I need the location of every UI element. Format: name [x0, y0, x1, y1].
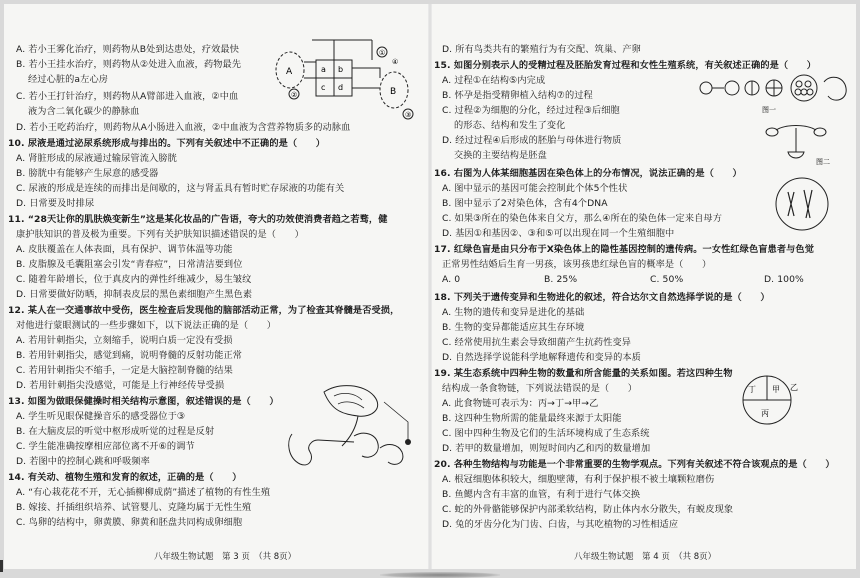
q11-option-c: C. 随着年龄增长，位于真皮内的弹性纤维减少，易生皱纹 — [16, 274, 252, 285]
exam-sheet — [4, 4, 856, 569]
fig-label-b: b — [338, 65, 344, 74]
q16-option-b: B. 图中显示了2对染色体，含有4个DNA — [442, 198, 608, 209]
q18-option-c: C. 经常使用抗生素会导致细菌产生抗药性变异 — [442, 337, 632, 348]
fertilization-diagram — [696, 70, 856, 166]
fig-label-fig1: 图一 — [762, 106, 776, 114]
q20-option-d: D. 兔的牙齿分化为门齿、臼齿，与其吃植物的习性相适应 — [442, 519, 679, 530]
q18-option-a: A. 生物的遗传和变异是进化的基础 — [442, 307, 585, 318]
q12-stem: 12. 某人在一交通事故中受伤，医生检查后发现他的脑部活动正常，为了检查其脊髓是否受损， — [8, 305, 400, 316]
q10-option-c: C. 尿液的形成是连续的而排出是间歇的，这与肾盂具有暂时贮存尿液的功能有关 — [16, 183, 345, 194]
q13-stem: 13. 如图为做眼保健操时相关结构示意图，叙述错误的是（ ） — [8, 396, 279, 407]
page-3 — [4, 4, 426, 569]
fig-label-ding: 丁 — [748, 385, 756, 394]
q15-option-c-cont: 的形态、结构和发生了变化 — [454, 120, 566, 131]
q17-option-c: C. 50% — [650, 274, 684, 285]
q15-option-c: C. 过程②为细胞的分化，经过过程③后细胞 — [442, 105, 620, 116]
q18-option-b: B. 生物的变异都能适应其生存环境 — [442, 322, 585, 333]
q11-stem-cont: 康护肤知识的普及极为重要。下列有关护肤知识描述错误的是（ ） — [16, 229, 304, 240]
q14-option-c: C. 鸟卵的结构中，卵黄膜、卵黄和胚盘共同构成卵细胞 — [16, 517, 243, 528]
energy-pie-diagram — [734, 372, 800, 432]
ear-brain-diagram — [284, 382, 416, 472]
q19-stem-cont: 结构成一条食物链，下列说法错误的是（ ） — [442, 383, 638, 394]
fig-label-yi: 乙 — [790, 383, 798, 392]
page-4 — [434, 4, 856, 569]
q12-stem-cont: 对他进行蒙眼测试的一些步骤如下，以下说法正确的是（ ） — [16, 320, 277, 331]
q15-option-a: A. 过程①在结构⑤内完成 — [442, 75, 546, 86]
q15-stem: 15. 如图分别表示人的受精过程及胚胎发育过程和女性生殖系统，有关叙述正确的是（ ） — [434, 60, 817, 71]
q9-option-c: C. 若小王打针治疗，则药物从A臂部进入血液，②中血 — [16, 91, 239, 102]
q12-option-c: C. 若用针刺指尖不缩手，一定是大脑控制脊髓的结果 — [16, 365, 233, 376]
q17-option-b: B. 25% — [544, 274, 578, 285]
q10-option-b: B. 膀胱中有能够产生尿意的感受器 — [16, 168, 159, 179]
q12-option-d: D. 若用针刺指尖没感觉，可能是上行神经传导受损 — [16, 380, 225, 391]
q9-option-b: B. 若小王挂水治疗，则药物从②处进入血液，药物最先 — [16, 59, 242, 70]
q20-stem: 20. 各种生物结构与功能是一个非常重要的生物学观点。下列有关叙述不符合该观点的是（ ） — [434, 459, 835, 470]
q11-stem: 11. “28天让你的肌肤焕变新生”这是某化妆品的广告语，夸大的功效使消费者趋之若骛，健 — [8, 214, 388, 225]
q14-option-d: D. 所有鸟类共有的繁殖行为有交配、筑巢、产卵 — [442, 44, 641, 55]
q15-option-b: B. 怀孕是指受精卵植入结构⑦的过程 — [442, 90, 593, 101]
q15-option-d-cont: 交换的主要结构是胚盘 — [454, 150, 547, 161]
circulation-diagram — [272, 38, 420, 122]
q20-option-a: A. 根冠细胞体积较大，细胞壁薄，有利于保护根不被土壤颗粒磨伤 — [442, 474, 715, 485]
q13-option-d: D. 若图中的控制心跳和呼吸频率 — [16, 456, 150, 467]
fig-label-b-cap: B — [390, 87, 397, 97]
q17-stem-cont: 正常男性结婚后生育一男孩，该男孩患红绿色盲的概率是（ ） — [442, 259, 712, 270]
q18-option-d: D. 自然选择学说能科学地解释遗传和变异的本质 — [442, 352, 641, 363]
q19-option-d: D. 若甲的数量增加，则短时间内乙和丙的数量增加 — [442, 443, 651, 454]
fig-label-jia: 甲 — [772, 385, 780, 394]
scan-margin-mark — [0, 560, 3, 572]
scan-smudge — [380, 572, 500, 578]
q19-stem: 19. 某生态系统中四种生物的数量和所含能量的关系如图。若这四种生物 — [434, 368, 733, 379]
q17-stem: 17. 红绿色盲是由只分布于X染色体上的隐性基因控制的遗传病。一女性红绿色盲患者与色觉 — [434, 244, 814, 255]
fig-label-2: ② — [291, 91, 298, 99]
footer-page-4: 八年级生物试题 第 4 页 （共 8页） — [574, 552, 717, 562]
chromosome-diagram — [774, 176, 830, 232]
fig-label-3: ③ — [405, 111, 412, 119]
q11-option-b: B. 皮脂腺及毛囊阻塞会引发“青春痘”，日常清洁要到位 — [16, 259, 243, 270]
q9-option-d: D. 若小王吃药治疗，则药物从A小肠进入血液，②中血液为含营养物质多的动脉血 — [16, 122, 351, 133]
q9-option-b-cont: 经过心脏的a左心房 — [28, 74, 109, 85]
q9-option-a: A. 若小王雾化治疗，则药物从B处到达患处，疗效最快 — [16, 44, 239, 55]
q17-option-d: D. 100% — [764, 274, 804, 285]
q16-option-c: C. 如果③所在的染色体来自父方，那么④所在的染色体一定来自母方 — [442, 213, 722, 224]
q15-option-d: D. 经过过程④后形成的胚胎与母体进行物质 — [442, 135, 622, 146]
q19-option-c: C. 图中四种生物及它们的生活环境构成了生态系统 — [442, 428, 650, 439]
q20-option-c: C. 蛇的外骨骼能够保护内部柔软结构，防止体内水分散失，有蜕皮现象 — [442, 504, 734, 515]
fig-label-bing: 丙 — [761, 409, 769, 418]
fig-label-fig2: 图二 — [816, 158, 830, 166]
q14-option-a: A. “有心栽花花不开，无心插柳柳成荫”描述了植物的有性生殖 — [16, 487, 271, 498]
q17-option-a: A. 0 — [442, 274, 461, 285]
fig-label-4: ④ — [392, 58, 399, 66]
q12-option-b: B. 若用针刺指尖，感觉到痛，说明脊髓的反射功能正常 — [16, 350, 243, 361]
q13-option-b: B. 在大脑皮层的听觉中枢形成听觉的过程是反射 — [16, 426, 215, 437]
q14-stem: 14. 有关动、植物生殖和发育的叙述，正确的是（ ） — [8, 472, 242, 483]
fig-label-c: c — [321, 83, 326, 92]
q19-option-a: A. 此食物链可表示为：丙→丁→甲→乙 — [442, 398, 599, 409]
q14-option-b: B. 嫁接、扦插组织培养、试管婴儿、克隆均属于无性生殖 — [16, 502, 252, 513]
page-fold — [428, 4, 432, 569]
fig-label-a-cap: A — [286, 67, 293, 77]
q13-option-c: C. 学生能准确按摩相应部位离不开⑥的调节 — [16, 441, 195, 452]
q11-option-d: D. 日常要做好防晒，抑制表皮层的黑色素细胞产生黑色素 — [16, 289, 253, 300]
q16-stem: 16. 右图为人体某细胞基因在染色体上的分布情况，说法正确的是（ ） — [434, 168, 742, 179]
fig-label-d: d — [338, 83, 344, 92]
q11-option-a: A. 皮肤覆盖在人体表面，具有保护、调节体温等功能 — [16, 244, 233, 255]
q16-option-a: A. 图中显示的基因可能会控制此个体5个性状 — [442, 183, 628, 194]
q10-stem: 10. 尿液是通过泌尿系统形成与排出的。下列有关叙述中不正确的是（ ） — [8, 138, 326, 149]
q20-option-b: B. 鱼鳃内含有丰富的血管，有利于进行气体交换 — [442, 489, 641, 500]
q19-option-b: B. 这四种生物所需的能量最终来源于太阳能 — [442, 413, 622, 424]
footer-page-3: 八年级生物试题 第 3 页 （共 8页） — [154, 552, 297, 562]
fig-label-1: ① — [379, 49, 386, 57]
fig-label-a: a — [321, 65, 326, 74]
q9-option-c-cont: 液为含二氧化碳少的静脉血 — [28, 106, 140, 117]
q10-option-d: D. 日常要及时排尿 — [16, 198, 95, 209]
q12-option-a: A. 若用针刺指尖，立刻缩手，说明白质一定没有受损 — [16, 335, 233, 346]
q10-option-a: A. 肾脏形成的尿液通过输尿管流入膀胱 — [16, 153, 177, 164]
q13-option-a: A. 学生听见眼保健操音乐的感受器位于③ — [16, 411, 186, 422]
q18-stem: 18. 下列关于遗传变异和生物进化的叙述，符合达尔文自然选择学说的是（ ） — [434, 292, 770, 303]
q16-option-d: D. 基因①和基因②、③和⑤可以出现在同一个生殖细胞中 — [442, 228, 675, 239]
